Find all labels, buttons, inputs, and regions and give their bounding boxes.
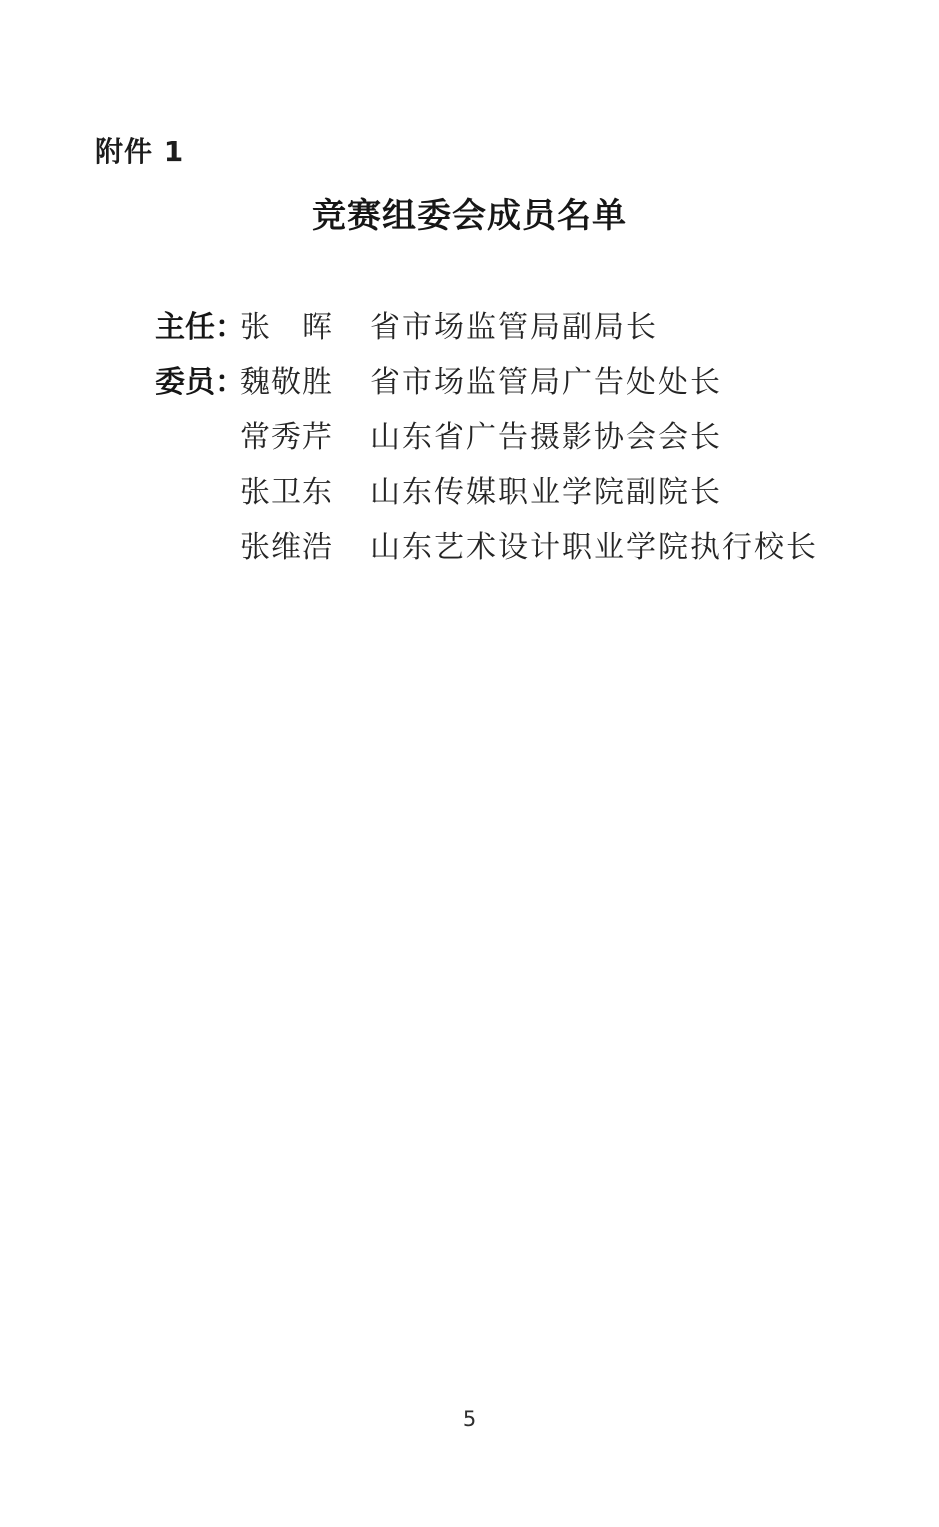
member-name: 常秀芹 — [240, 420, 333, 455]
member-row-committee — [155, 475, 855, 530]
member-role: 主任： — [155, 310, 245, 345]
page-title: 竞赛组委会成员名单 — [312, 196, 627, 236]
member-role: 委员： — [155, 365, 245, 400]
member-row-committee — [155, 420, 855, 475]
member-name: 张 晖 — [240, 310, 333, 345]
member-position: 省市场监管局副局长 — [370, 310, 658, 345]
member-position: 省市场监管局广告处处长 — [370, 365, 722, 400]
member-position: 山东艺术设计职业学院执行校长 — [370, 530, 818, 565]
member-row-committee — [155, 530, 855, 585]
attachment-label: 附件 1 — [95, 135, 185, 168]
member-name: 张卫东 — [240, 475, 333, 510]
member-position: 山东传媒职业学院副院长 — [370, 475, 722, 510]
member-name: 张维浩 — [240, 530, 333, 565]
member-position: 山东省广告摄影协会会长 — [370, 420, 722, 455]
member-name: 魏敬胜 — [240, 365, 333, 400]
member-row-committee — [155, 365, 855, 420]
committee-member-list — [155, 310, 855, 585]
member-row-director — [155, 310, 855, 365]
page-number: 5 — [462, 1407, 477, 1431]
